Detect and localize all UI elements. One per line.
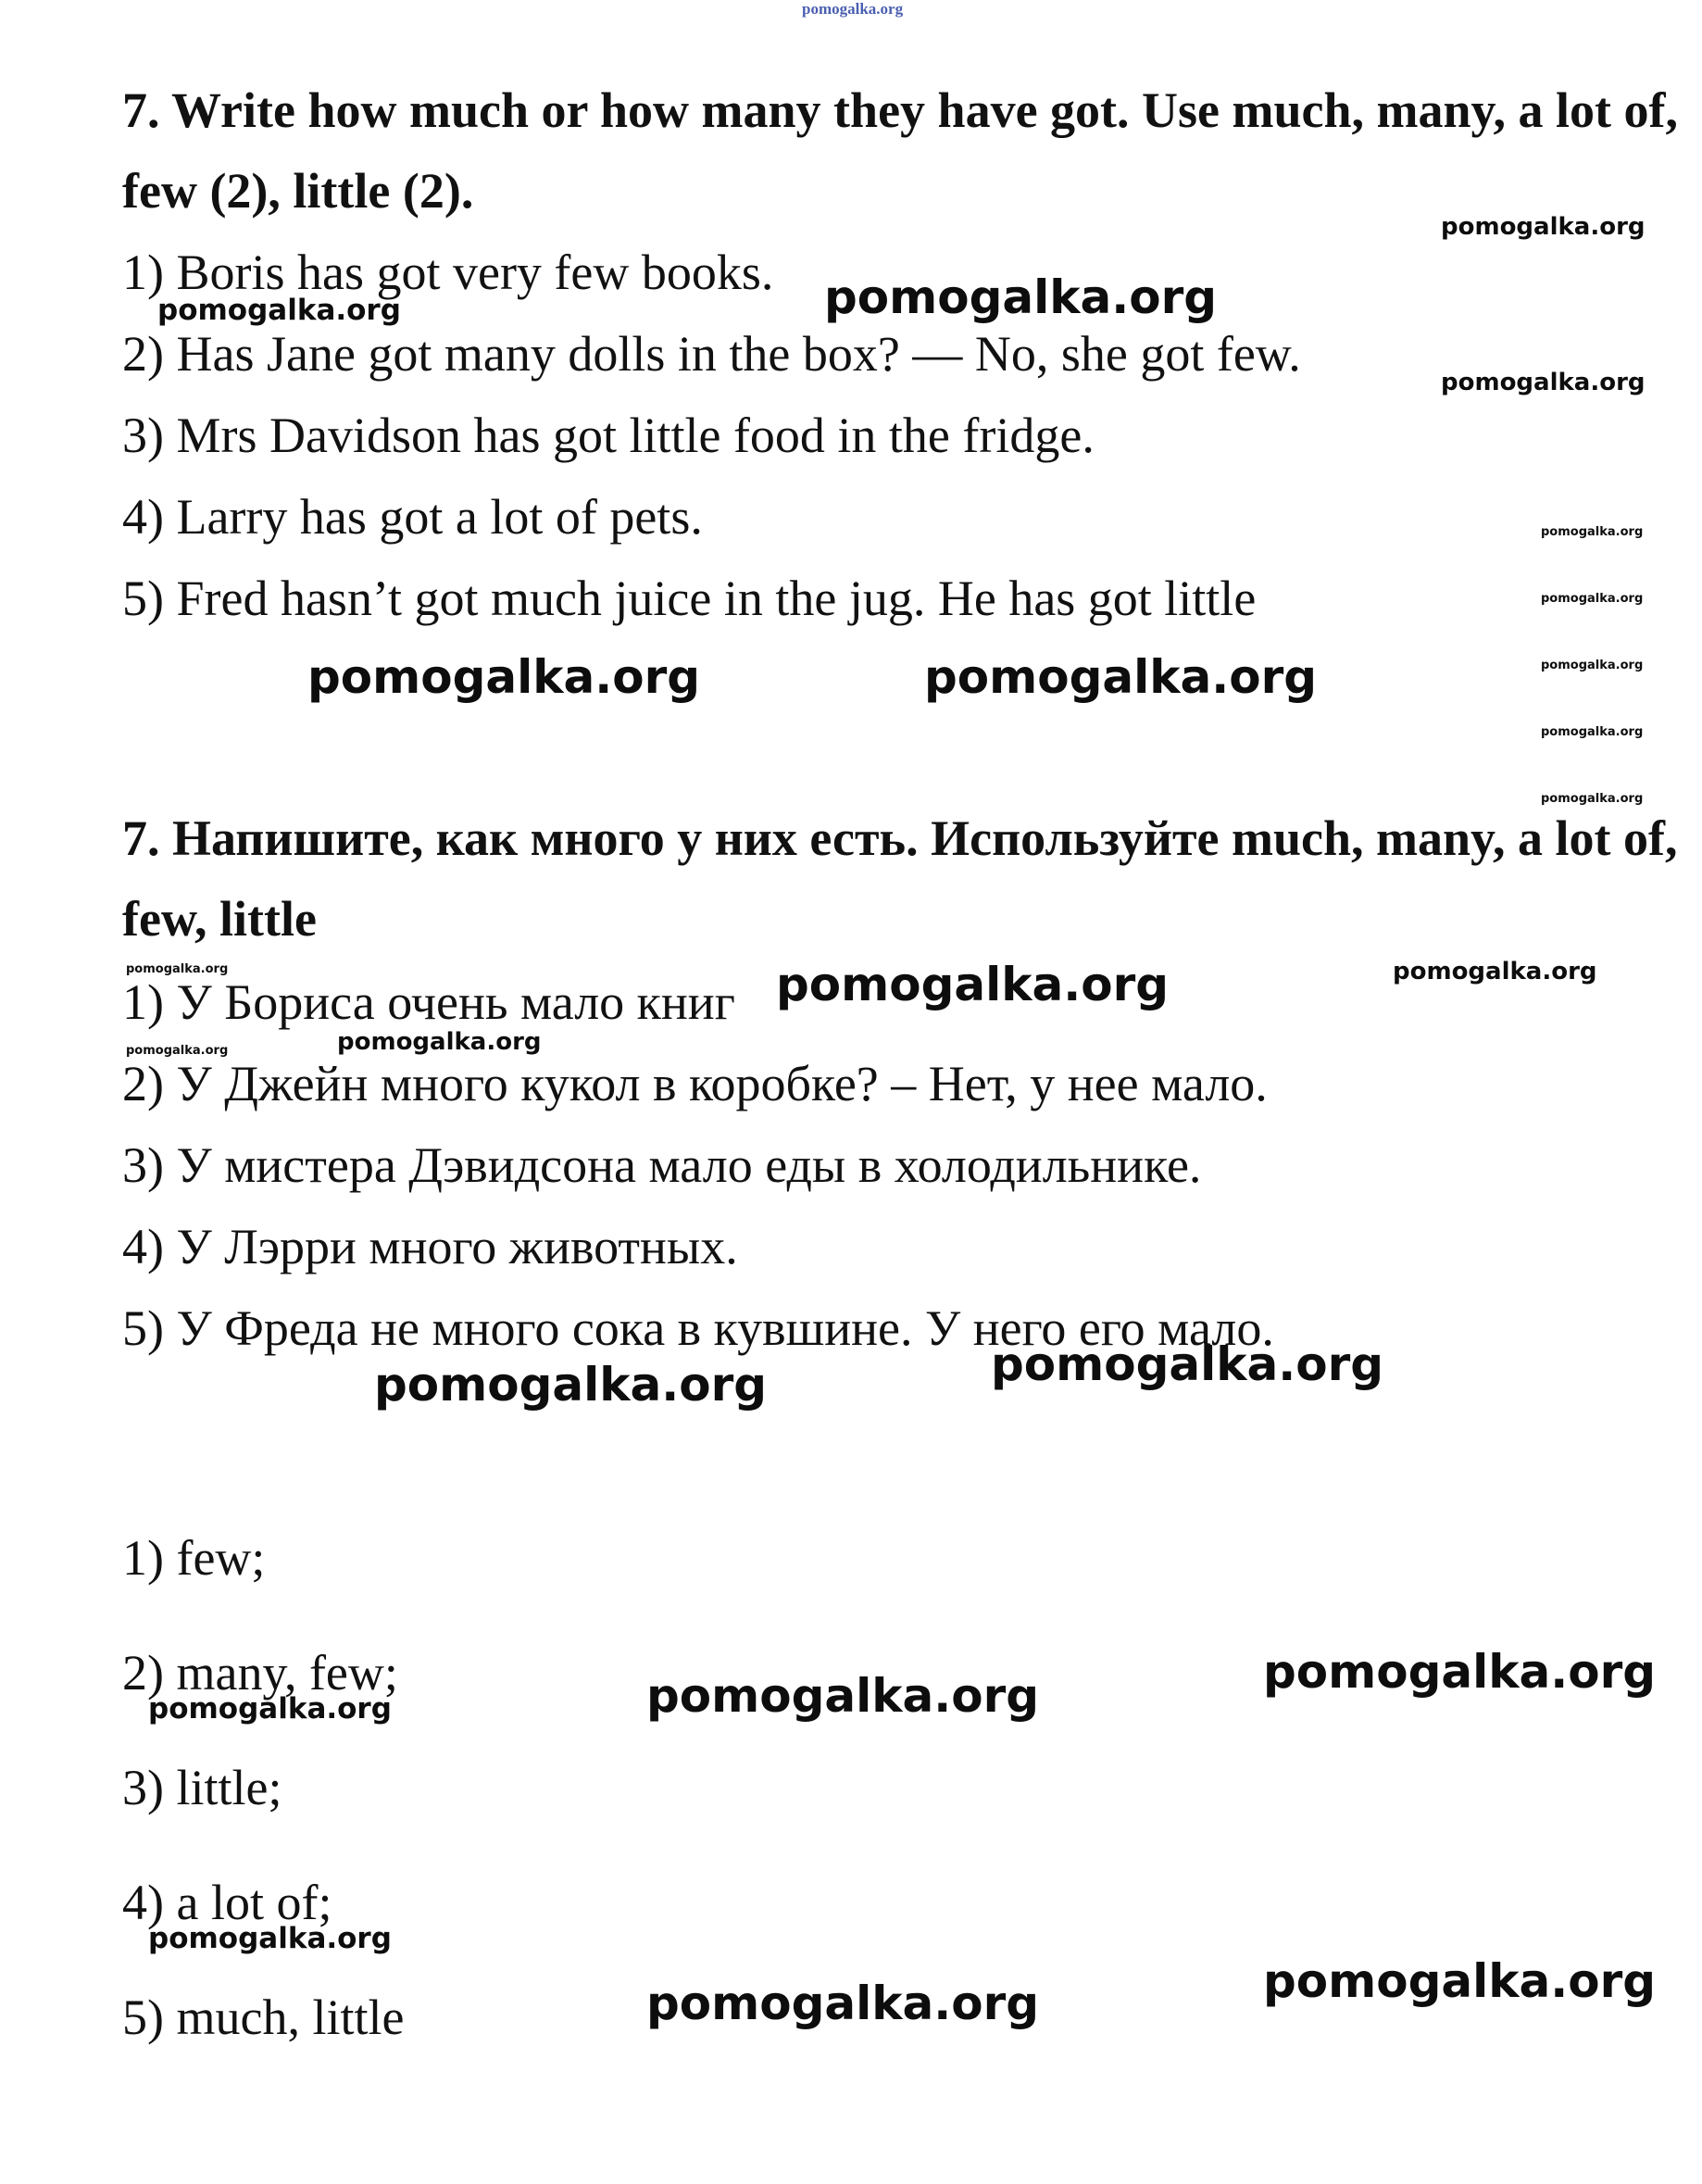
watermark: pomogalka.org bbox=[1393, 958, 1597, 985]
task-line-en-4: 4) Larry has got a lot of pets. bbox=[122, 489, 703, 545]
task-line-en-3: 3) Mrs Davidson has got little food in the fridge. bbox=[122, 408, 1095, 463]
answer-2: 2) many, few; bbox=[122, 1645, 398, 1701]
watermark: pomogalka.org bbox=[924, 650, 1318, 704]
task-line-ru-3: 3) У мистера Дэвидсона мало еды в холодильнике. bbox=[122, 1137, 1202, 1193]
watermark: pomogalka.org bbox=[1541, 792, 1644, 806]
top-watermark: pomogalka.org bbox=[802, 0, 904, 18]
watermark: pomogalka.org bbox=[126, 1044, 229, 1058]
task-line-en-5: 5) Fred hasn’t got much juice in the jug. He has got little bbox=[122, 571, 1257, 626]
task-line-ru-5: 5) У Фреда не много сока в кувшине. У него его мало. bbox=[122, 1300, 1274, 1356]
watermark: pomogalka.org bbox=[1541, 725, 1644, 739]
task-line-ru-1: 1) У Бориса очень мало книг bbox=[122, 974, 735, 1030]
task-line-en-2: 2) Has Jane got many dolls in the box? — No, she got few. bbox=[122, 326, 1301, 382]
task-heading-ru: 7. Напишите, как много у них есть. Используйте much, many, a lot of, few, little bbox=[122, 810, 1678, 947]
task-line-en-1: 1) Boris has got very few books. bbox=[122, 245, 774, 300]
answer-4: 4) a lot of; bbox=[122, 1875, 332, 1930]
task-heading-en: 7. Write how much or how many they have got. Use much, many, a lot of, few (2), little (2). bbox=[122, 82, 1679, 219]
watermark: pomogalka.org bbox=[126, 962, 229, 976]
watermark: pomogalka.org bbox=[148, 1922, 392, 1955]
watermark: pomogalka.org bbox=[374, 1358, 768, 1412]
watermark: pomogalka.org bbox=[1541, 525, 1644, 539]
watermark: pomogalka.org bbox=[337, 1028, 542, 1056]
watermark: pomogalka.org bbox=[1541, 659, 1644, 672]
watermark: pomogalka.org bbox=[148, 1692, 392, 1726]
watermark: pomogalka.org bbox=[1263, 1954, 1657, 2008]
answer-5: 5) much, little bbox=[122, 1989, 405, 2045]
watermark: pomogalka.org bbox=[991, 1337, 1384, 1391]
watermark: pomogalka.org bbox=[646, 1669, 1040, 1723]
task-line-ru-2: 2) У Джейн много кукол в коробке? – Нет, у нее мало. bbox=[122, 1056, 1268, 1111]
task-line-ru-4: 4) У Лэрри много животных. bbox=[122, 1219, 738, 1274]
watermark: pomogalka.org bbox=[646, 1977, 1040, 2030]
watermark: pomogalka.org bbox=[824, 270, 1218, 324]
watermark: pomogalka.org bbox=[1541, 592, 1644, 606]
watermark: pomogalka.org bbox=[776, 958, 1170, 1011]
watermark: pomogalka.org bbox=[1263, 1645, 1657, 1699]
answer-1: 1) few; bbox=[122, 1530, 266, 1586]
watermark: pomogalka.org bbox=[157, 294, 401, 327]
answer-3: 3) little; bbox=[122, 1760, 282, 1815]
watermark: pomogalka.org bbox=[1441, 369, 1646, 396]
watermark: pomogalka.org bbox=[307, 650, 701, 704]
watermark: pomogalka.org bbox=[1441, 213, 1646, 241]
